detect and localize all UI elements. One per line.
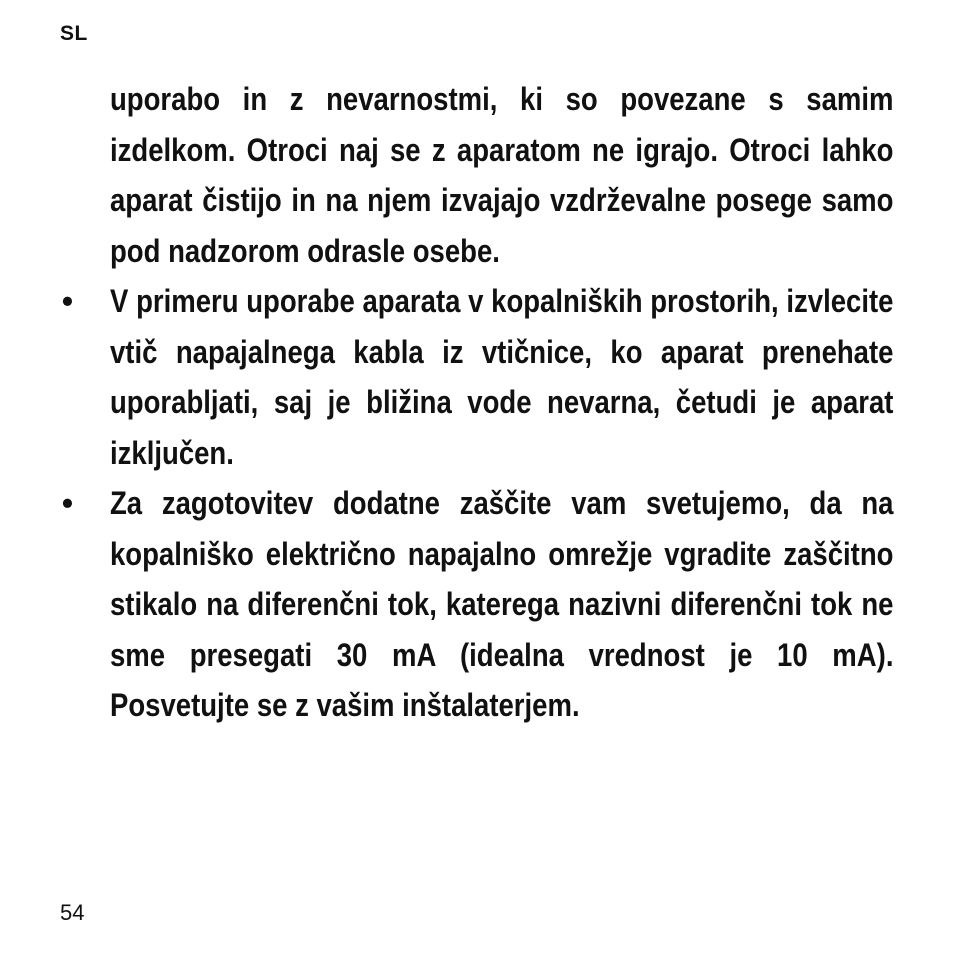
bullet-marker: •: [61, 283, 74, 319]
bullet-item-bathroom: [61, 276, 894, 478]
bullet-item-text: Za zagotovitev dodatne zaščite vam svetujemo, da na kopalniško električno napajalno omrežje vgradite zaščitno stikalo na diferenčni tok, katerega nazivni diferenčni tok ne sme presegati 30 mA (idealna vrednost je 10 mA). Posvetujte se z vašim inštalaterjem.: [110, 485, 894, 723]
paragraph-text: uporabo in z nevarnostmi, ki so povezane s samim izdelkom. Otroci naj se z aparatom ne igrajo. Otroci lahko aparat čistijo in na njem izvajajo vzdrževalne posege samo pod nadzorom odrasle osebe.: [110, 81, 894, 269]
document-body: [61, 74, 894, 731]
bullet-marker: •: [61, 485, 74, 521]
language-code: SL: [60, 22, 88, 45]
bullet-item-protection: [61, 478, 894, 731]
paragraph-continuation: [110, 74, 893, 276]
bullet-item-text: V primeru uporabe aparata v kopalniških prostorih, izvlecite vtič napajalnega kabla iz vtičnice, ko aparat prenehate uporabljati, saj je bližina vode nevarna, četudi je aparat izključen.: [110, 283, 894, 471]
page-number: 54: [60, 900, 85, 925]
